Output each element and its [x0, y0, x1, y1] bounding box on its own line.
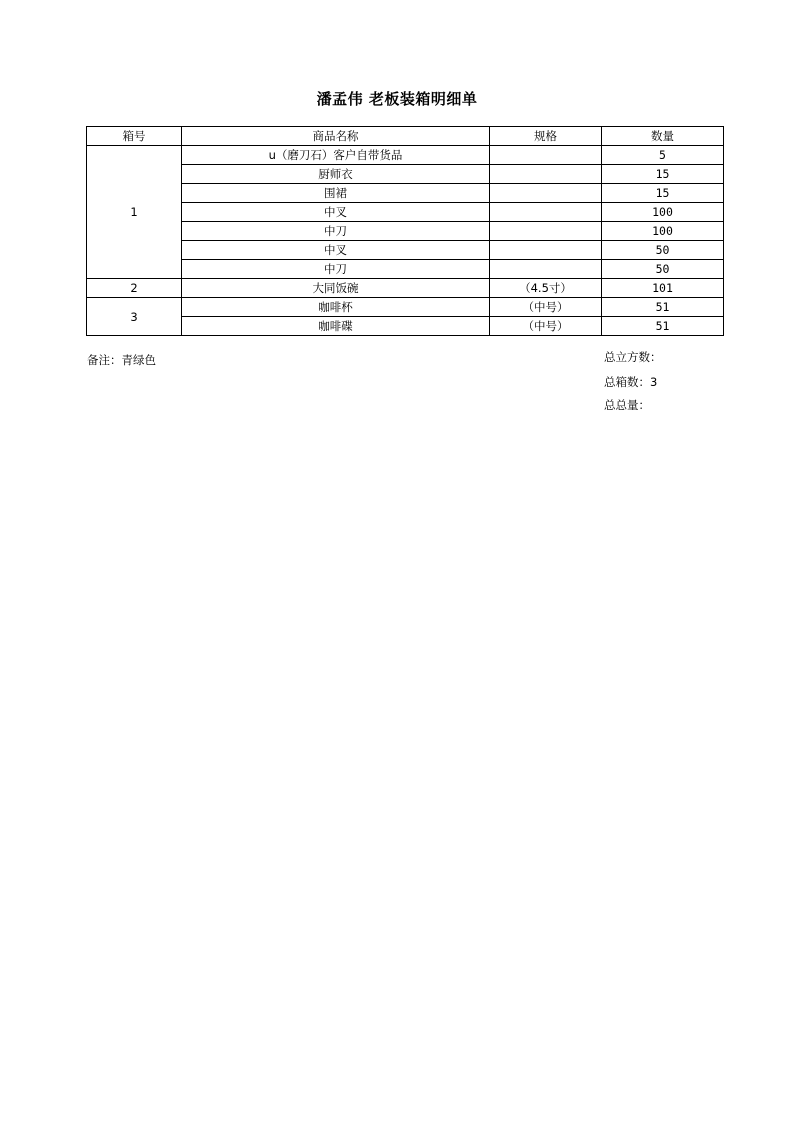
table-row — [87, 317, 724, 336]
box-number-cell: 2 — [87, 279, 182, 298]
total-volume-label: 总立方数： — [604, 350, 662, 364]
quantity-cell: 50 — [602, 260, 724, 279]
spec-cell: （中号） — [490, 317, 602, 336]
spec-cell: （4.5寸） — [490, 279, 602, 298]
table-row — [87, 222, 724, 241]
header-product-name: 商品名称 — [182, 127, 490, 146]
header-quantity: 数量 — [602, 127, 724, 146]
spec-cell — [490, 203, 602, 222]
table-row — [87, 184, 724, 203]
product-name-cell: u（磨刀石）客户自带货品 — [182, 146, 490, 165]
product-name-cell: 中刀 — [182, 260, 490, 279]
quantity-cell: 51 — [602, 298, 724, 317]
total-weight-label: 总总量： — [604, 398, 650, 412]
product-name-cell: 中叉 — [182, 203, 490, 222]
spec-cell — [490, 241, 602, 260]
remark-note: 备注：青绿色 — [87, 353, 156, 367]
product-name-cell: 中刀 — [182, 222, 490, 241]
product-name-cell: 围裙 — [182, 184, 490, 203]
table-header-row — [87, 127, 724, 146]
product-name-cell: 咖啡杯 — [182, 298, 490, 317]
table-row — [87, 241, 724, 260]
table-row — [87, 279, 724, 298]
quantity-cell: 15 — [602, 165, 724, 184]
total-boxes-label: 总箱数：3 — [604, 375, 658, 389]
header-spec: 规格 — [490, 127, 602, 146]
quantity-cell: 51 — [602, 317, 724, 336]
product-name-cell: 大同饭碗 — [182, 279, 490, 298]
spec-cell — [490, 222, 602, 241]
table-row — [87, 146, 724, 165]
spec-cell: （中号） — [490, 298, 602, 317]
quantity-cell: 100 — [602, 203, 724, 222]
packing-list-table — [86, 126, 724, 336]
page-title: 潘孟伟 老板装箱明细单 — [316, 90, 478, 108]
spec-cell — [490, 184, 602, 203]
table-row — [87, 260, 724, 279]
spec-cell — [490, 146, 602, 165]
product-name-cell: 中叉 — [182, 241, 490, 260]
quantity-cell: 100 — [602, 222, 724, 241]
quantity-cell: 50 — [602, 241, 724, 260]
product-name-cell: 厨师衣 — [182, 165, 490, 184]
header-box-no: 箱号 — [87, 127, 182, 146]
table-row — [87, 203, 724, 222]
product-name-cell: 咖啡碟 — [182, 317, 490, 336]
quantity-cell: 101 — [602, 279, 724, 298]
table-row — [87, 165, 724, 184]
quantity-cell: 5 — [602, 146, 724, 165]
spec-cell — [490, 260, 602, 279]
box-number-cell: 1 — [87, 146, 182, 279]
table-row — [87, 298, 724, 317]
quantity-cell: 15 — [602, 184, 724, 203]
box-number-cell: 3 — [87, 298, 182, 336]
spec-cell — [490, 165, 602, 184]
